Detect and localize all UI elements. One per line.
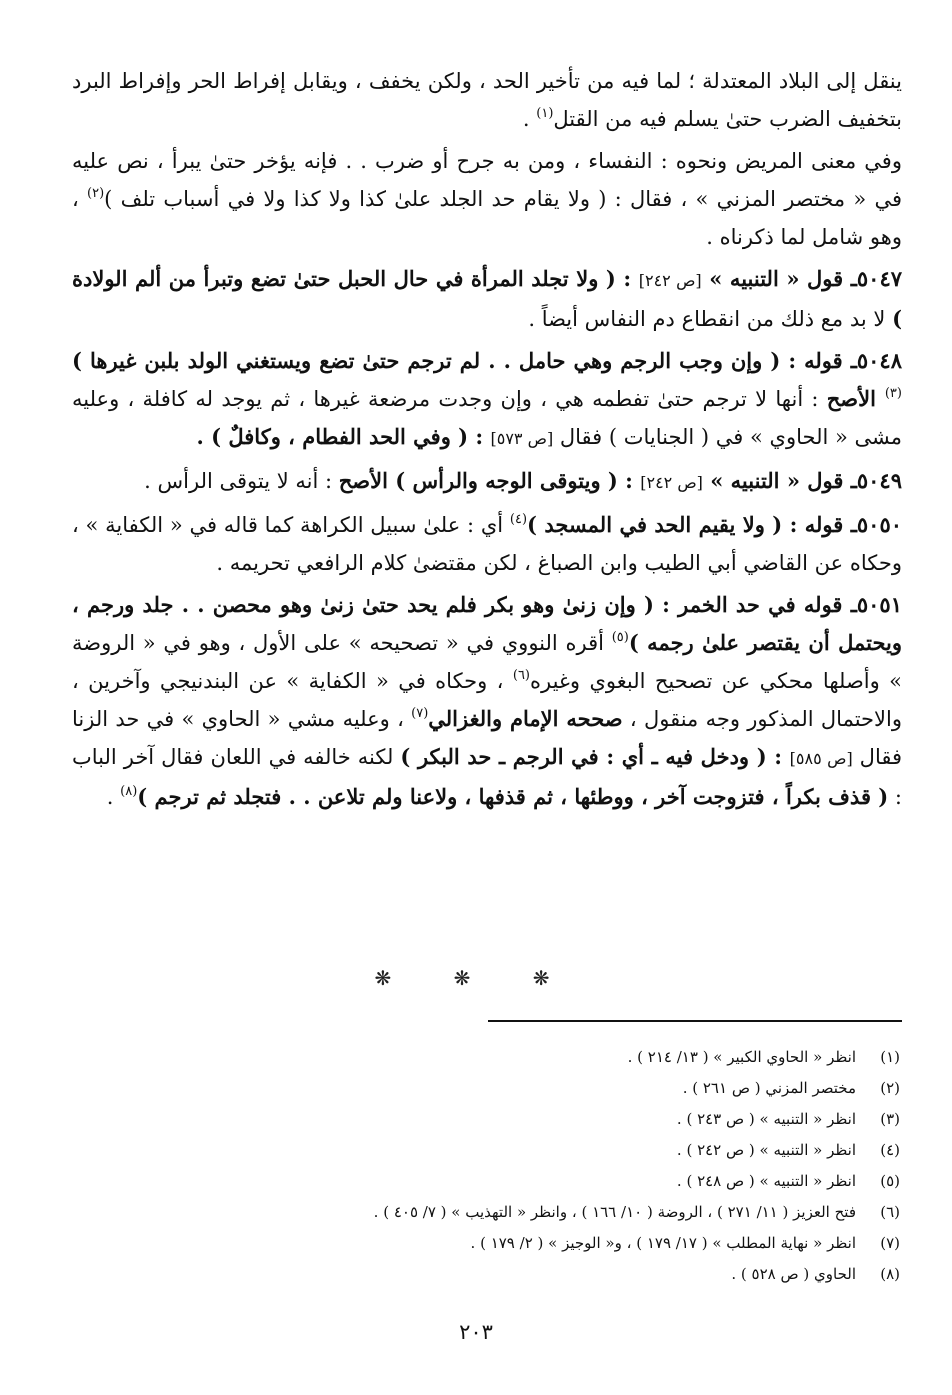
section-separator: ❋ ❋ ❋ xyxy=(374,966,578,990)
footnote-ref: (٣) xyxy=(884,386,902,401)
footnote-text: انظر « التنبيه » ( ص ٢٤٣ ) . xyxy=(676,1110,856,1128)
page-number: ٢٠٣ xyxy=(459,1320,493,1344)
paragraph xyxy=(72,462,902,502)
text-segment: وفي معنى المريض ونحوه : النفساء ، ومن به جرح أو ضرب . . فإنه يؤخر حتىٰ يبرأ ، نص عليه في « مختصر المزني » ، فقال : ( ولا يقام حد الجلد علىٰ كذا ولا كذا ولا في أسباب تلف ) xyxy=(72,149,903,211)
paragraph xyxy=(72,342,902,458)
footnote-ref: (٤) xyxy=(509,512,528,527)
footnote-number: (٣) xyxy=(880,1110,900,1128)
paragraph xyxy=(72,260,902,338)
text-segment: [ص ٢٤٢] xyxy=(640,473,703,492)
text-segment: . xyxy=(106,785,121,809)
text-segment: ، وهو شامل لما ذكرناه . xyxy=(72,187,902,249)
footnote-text: انظر « التنبيه » ( ص ٢٤٨ ) . xyxy=(676,1172,856,1190)
main-text xyxy=(72,62,902,820)
text-segment: ٥٠٤٩ـ قول « التنبيه » xyxy=(702,468,902,493)
text-segment: : أنها لا ترجم حتىٰ تفطمه هي ، وإن وجدت مرضعة غيرها ، ثم يوجد له كافلة ، وعليه مشى « الحاوي » في ( الجنايات ) فقال xyxy=(72,387,902,449)
paragraph xyxy=(72,142,902,256)
text-segment: ، وعليه مشي « الحاوي » في حد الزنا فقال xyxy=(72,707,903,769)
text-segment: ٥٠٥١ـ قوله في حد الخمر : xyxy=(653,592,902,617)
footnote-text: الحاوي ( ص ٥٢٨ ) . xyxy=(731,1265,856,1283)
footnote xyxy=(300,1073,900,1104)
footnote-text: انظر « الحاوي الكبير » ( ١٣/ ٢١٤ ) . xyxy=(627,1048,856,1066)
text-segment: ، وحكاه في « الكفاية » عن البندنيجي وآخرين ، والاحتمال المذكور وجه منقول ، xyxy=(72,669,902,731)
footnote-divider xyxy=(488,1020,902,1022)
text-segment: ٥٠٤٧ـ قول « التنبيه » xyxy=(701,266,903,291)
footnote xyxy=(300,1197,900,1228)
text-segment: ( وإن وجب الرجم وهي حامل . . لم ترجم حتىٰ تضع ويستغني الولد بلبن غيرها ) xyxy=(72,348,781,373)
footnote xyxy=(300,1166,900,1197)
text-segment: لكنه خالفه في اللعان فقال آخر الباب : xyxy=(72,745,902,809)
text-segment: ( قذف بكراً ، فتزوجت آخر ، ووطئها ، ثم قذفها ، ولاعنا ولم تلاعن . . فتجلد ثم ترجم ) xyxy=(137,784,889,809)
footnote-ref: (٥) xyxy=(611,630,629,645)
text-segment: [ص ٥٧٣] xyxy=(490,429,554,448)
paragraph xyxy=(72,506,902,582)
text-segment: صححه الإمام والغزالي xyxy=(428,706,623,731)
footnote-text: فتح العزيز ( ١١/ ٢٧١ ) ، الروضة ( ١٠/ ١٦٦ ) ، وانظر « التهذيب » ( ٧/ ٤٠٥ ) . xyxy=(373,1203,856,1221)
footnote-text: مختصر المزني ( ص ٢٦١ ) . xyxy=(682,1079,856,1097)
text-segment: : ( ودخل فيه ـ أي : في الرجم ـ حد البكر ) xyxy=(400,744,790,769)
footnote-number: (١) xyxy=(880,1048,900,1066)
text-segment: . xyxy=(522,107,537,131)
text-segment: ( وإن زنىٰ وهو بكر فلم يحد حتىٰ زنىٰ وهو محصن . . جلد ورجم ، ويحتمل أن يقتصر علىٰ رجمه ) xyxy=(72,592,903,655)
footnote xyxy=(300,1104,900,1135)
text-segment: الأصح xyxy=(826,386,885,411)
text-segment: ٥٠٥٠ـ قوله : ( ولا يقيم الحد في المسجد ) xyxy=(527,512,903,537)
paragraph xyxy=(72,62,902,138)
footnote xyxy=(300,1042,900,1073)
footnote-ref: (١) xyxy=(536,106,554,121)
footnote-text: انظر « نهاية المطلب » ( ١٧/ ١٧٩ ) ، و« الوجيز » ( ٢/ ١٧٩ ) . xyxy=(470,1234,856,1252)
footnote-number: (٦) xyxy=(880,1203,900,1221)
footnote-ref: (٨) xyxy=(120,784,138,799)
footnote xyxy=(300,1228,900,1259)
footnote-ref: (٧) xyxy=(411,706,429,721)
footnote-number: (٥) xyxy=(880,1172,900,1190)
footnote xyxy=(300,1259,900,1290)
footnote-number: (٧) xyxy=(880,1234,900,1252)
footnote-text: انظر « التنبيه » ( ص ٢٤٢ ) . xyxy=(676,1141,856,1159)
footnote-ref: (٢) xyxy=(87,186,105,201)
text-segment: أقره النووي في « تصحيحه » على الأول ، وهو في « الروضة » وأصلها محكي عن تصحيح البغوي وغيره xyxy=(72,631,902,693)
text-segment: [ص ٥٨٥] xyxy=(789,749,853,768)
text-segment: أي : علىٰ سبيل الكراهة كما قاله في « الكفاية » ، وحكاه عن القاضي أبي الطيب وابن الصباغ ، لكن مقتضىٰ كلام الرافعي تحريمه . xyxy=(72,513,902,575)
footnote-ref: (٦) xyxy=(512,668,530,683)
footnote-number: (٨) xyxy=(880,1265,900,1283)
footnote xyxy=(300,1135,900,1166)
paragraph xyxy=(72,586,902,816)
text-segment: [ص ٢٤٢] xyxy=(638,271,702,290)
text-segment: : ( ويتوقى الوجه والرأس ) الأصح xyxy=(338,468,641,493)
text-segment: : ( وفي الحد الفطام ، وكافلٌ ) . xyxy=(196,424,491,449)
footnote-number: (٢) xyxy=(880,1079,900,1097)
text-segment: لا بد مع ذلك من انقطاع دم النفاس أيضاً . xyxy=(528,307,893,331)
footnote-number: (٤) xyxy=(880,1141,900,1159)
footnotes xyxy=(300,1042,900,1290)
text-segment: : ( ولا تجلد المرأة في حال الحبل حتىٰ تضع وتبرأ من ألم الولادة ) xyxy=(72,266,902,331)
text-segment: ينقل إلى البلاد المعتدلة ؛ لما فيه من تأخير الحد ، ولكن يخفف ، ويقابل إفراط الحر وإفراط البرد بتخفيف الضرب حتىٰ يسلم فيه من القتل xyxy=(72,69,902,131)
text-segment: ٥٠٤٨ـ قوله : xyxy=(780,348,902,373)
text-segment: : أنه لا يتوقى الرأس . xyxy=(144,469,339,493)
